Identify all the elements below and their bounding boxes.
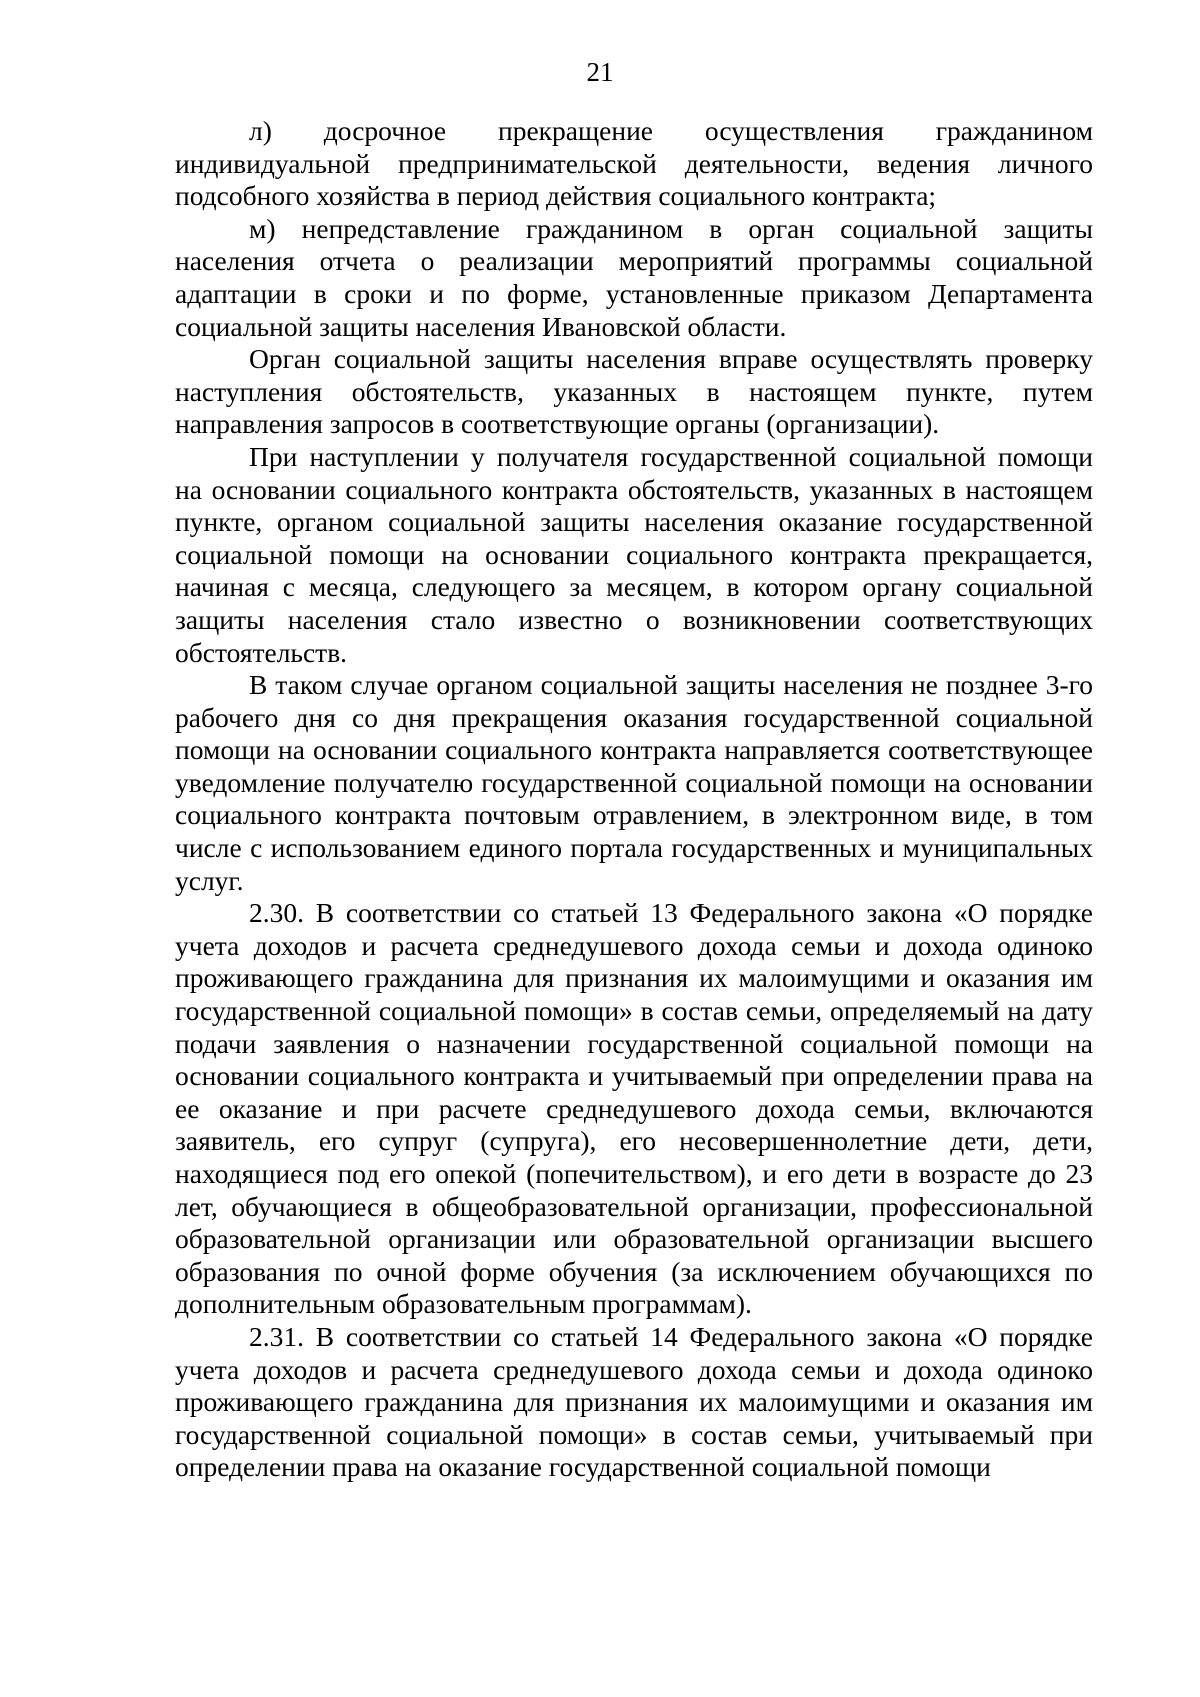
paragraph-item-l: л) досрочное прекращение осуществления гражданином индивидуальной предпринимательской деятельности, ведения личного подсобного хозяйства в период действия социального контракта;: [175, 115, 1093, 212]
document-body: [175, 115, 1093, 1484]
paragraph-termination: При наступлении у получателя государственной социальной помощи на основании социального контракта обстоятельств, указанных в настоящем пункте, органом социальной защиты населения оказание государственной социальной помощи на основании социального контракта прекращается, начиная с месяца, следующего за месяцем, в котором органу социальной защиты населения стало известно о возникновении соответствующих обстоятельств.: [175, 440, 1093, 668]
page-number: 21: [586, 57, 614, 87]
paragraph-section-2-30: 2.30. В соответствии со статьей 13 Федерального закона «О порядке учета доходов и расчета среднедушевого дохода семьи и дохода одиноко проживающего гражданина для признания их малоимущими и оказания им государственной социальной помощи» в состав семьи, определяемый на дату подачи заявления о назначении государственной социальной помощи на основании социального контракта и учитываемый при определении права на ее оказание и при расчете среднедушевого дохода семьи, включаются заявитель, его супруг (супруга), его несовершеннолетние дети, дети, находящиеся под его опекой (попечительством), и его дети в возрасте до 23 лет, обучающиеся в общеобразовательной организации, профессиональной образовательной организации или образовательной организации высшего образования по очной форме обучения (за исключением обучающихся по дополнительным образовательным программам).: [175, 897, 1093, 1320]
paragraph-section-2-31: 2.31. В соответствии со статьей 14 Федерального закона «О порядке учета доходов и расчета среднедушевого дохода семьи и дохода одиноко проживающего гражданина для признания их малоимущими и оказания им государственной социальной помощи» в состав семьи, учитываемый при определении права на оказание государственной социальной помощи: [175, 1320, 1093, 1483]
paragraph-verification-right: Орган социальной защиты населения вправе осуществлять проверку наступления обстоятельств, указанных в настоящем пункте, путем направления запросов в соответствующие органы (организации).: [175, 343, 1093, 440]
paragraph-item-m: м) непредставление гражданином в орган социальной защиты населения отчета о реализации мероприятий программы социальной адаптации в сроки и по форме, установленные приказом Департамента социальной защиты населения Ивановской области.: [175, 212, 1093, 342]
paragraph-notification: В таком случае органом социальной защиты населения не позднее 3-го рабочего дня со дня прекращения оказания государственной социальной помощи на основании социального контракта направляется соответствующее уведомление получателю государственной социальной помощи на основании социального контракта почтовым отравлением, в электронном виде, в том числе с использованием единого портала государственных и муниципальных услуг.: [175, 669, 1093, 896]
